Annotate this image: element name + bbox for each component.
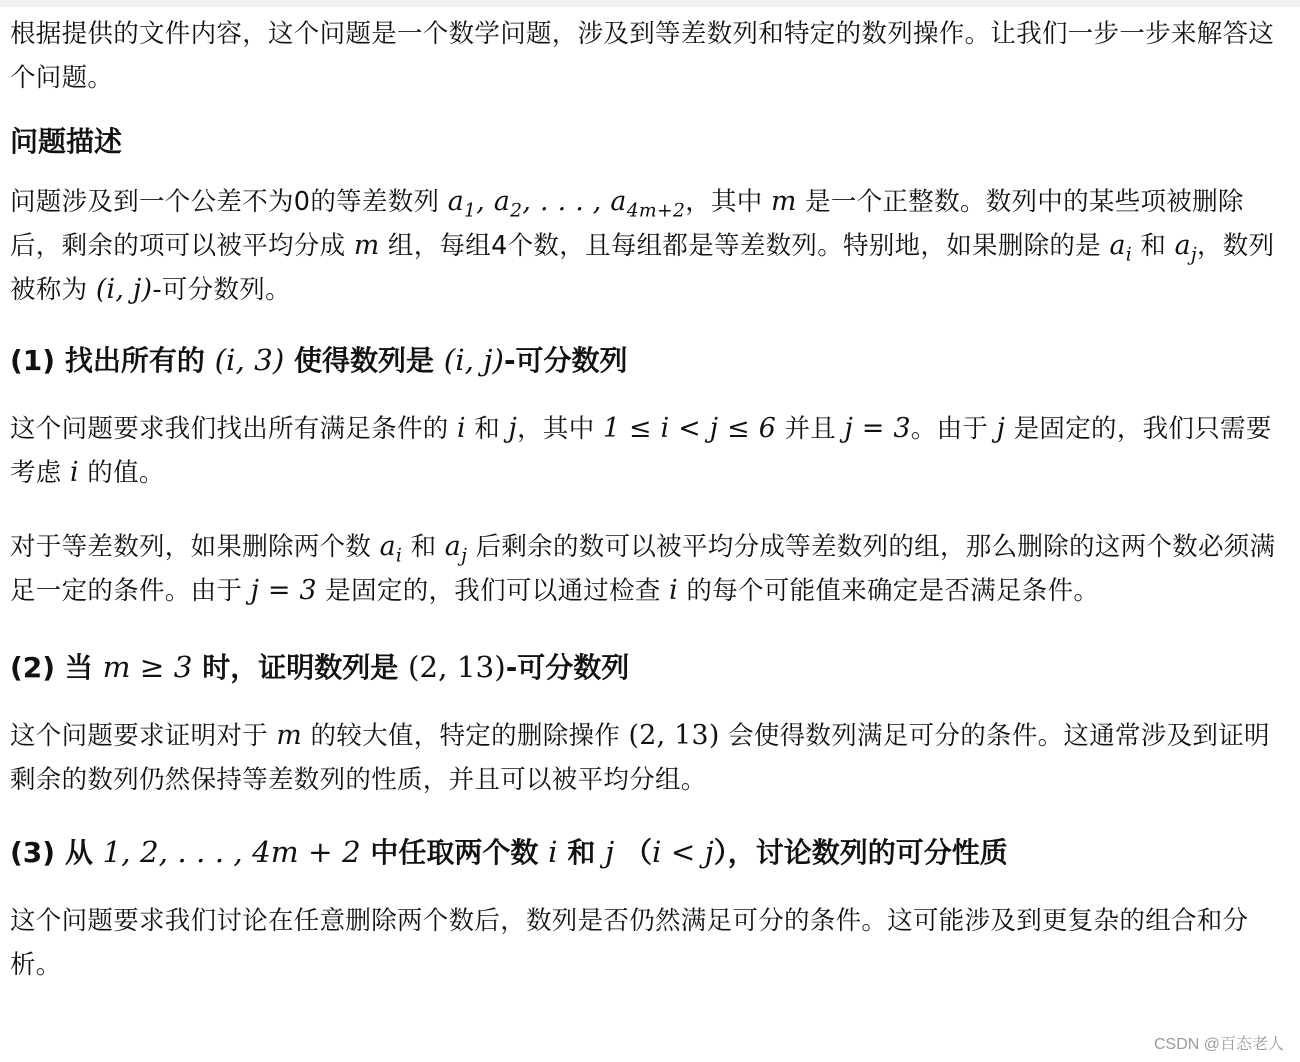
math-sequence: $a_1$, $a_2$, . . . , $a_{4m+2}$ (447, 186, 686, 222)
top-bar (0, 0, 1300, 7)
question-2-heading: (2) 当 m ≥ 3 时，证明数列是 (2, 13)-可分数列 (10, 650, 630, 684)
question-2-paragraph: 这个问题要求证明对于 m 的较大值，特定的删除操作 (2, 13) 会使得数列满足可分的条件。这通常涉及到证明剩余的数列仍然保持等差数列的性质，并且可以被平均分组。 (10, 720, 1270, 795)
question-1-paragraph-2: 对于等差数列，如果删除两个数 $a_i$ 和 $a_j$ 后剩余的数可以被平均分成等差数列的组，那么删除的这两个数必须满足一定的条件。由于 j = 3 是固定的，我们可以通过检查 i 的每个可能值来确定是否满足条件。 (10, 531, 1276, 606)
question-1-heading: (1) 找出所有的 (i, 3) 使得数列是 (i, j)-可分数列 (10, 343, 628, 377)
description-paragraph: 问题涉及到一个公差不为0的等差数列 $a_1$, $a_2$, . . . , $a_{4m+2}$，其中 m 是一个正整数。数列中的某些项被删除后，剩余的项可以被平均分成 m 组，每组4个数，且每组都是等差数列。特别地，如果删除的是 $a_i$ 和 $a_j$，数列被称为 (i, j)-可分数列。 (10, 186, 1275, 305)
question-3-paragraph: 这个问题要求我们讨论在任意删除两个数后，数列是否仍然满足可分的条件。这可能涉及到更复杂的组合和分析。 (10, 906, 1249, 980)
question-1-paragraph-1: 这个问题要求我们找出所有满足条件的 i 和 j，其中 1 ≤ i < j ≤ 6 并且 j = 3。由于 j 是固定的，我们只需要考虑 i 的值。 (10, 413, 1272, 488)
question-3-heading: (3) 从 1, 2, . . . , 4m + 2 中任取两个数 i 和 j （i < j），讨论数列的可分性质 (10, 835, 1008, 869)
section-heading-description: 问题描述 (10, 125, 123, 158)
answer-content (10, 12, 1295, 987)
watermark: CSDN @百态老人 (1153, 1036, 1284, 1053)
intro-paragraph: 根据提供的文件内容，这个问题是一个数学问题，涉及到等差数列和特定的数列操作。让我们一步一步来解答这个问题。 (10, 19, 1275, 93)
